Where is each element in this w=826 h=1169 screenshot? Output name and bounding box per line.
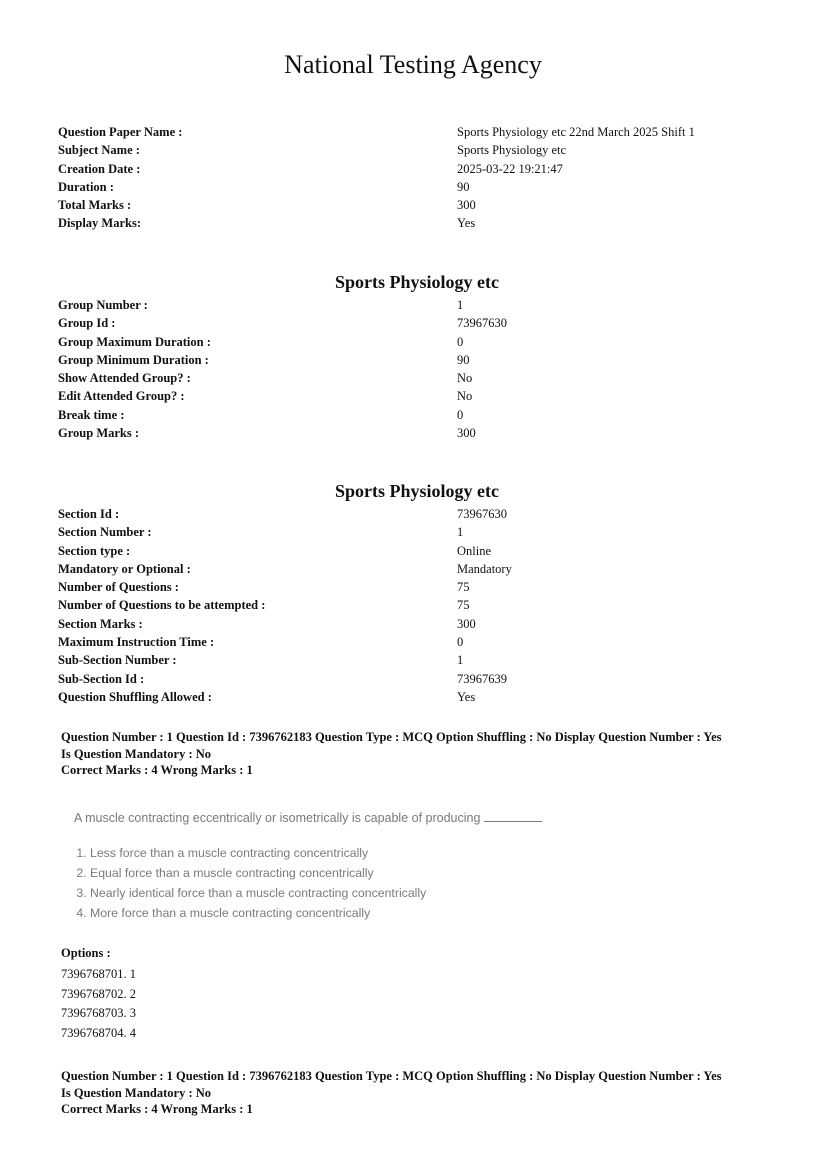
meta-value: 2025-03-22 19:21:47 [457,161,563,176]
section-label: Section Marks : [58,616,143,631]
question-marks-line: Correct Marks : 4 Wrong Marks : 1 [61,1102,253,1116]
section-value: Yes [457,689,476,704]
section-label: Number of Questions to be attempted : [58,598,266,613]
group-label: Group Number : [58,298,148,312]
question-header [61,729,781,779]
section-row [58,505,778,523]
meta-value: Sports Physiology etc 22nd March 2025 Shift 1 [457,125,695,139]
group-label: Break time : [58,407,125,422]
group-label: Group Maximum Duration : [58,334,211,349]
section-label: Sub-Section Number : [58,653,177,668]
option-item: 7396768701. 1 [61,967,136,981]
meta-label: Subject Name : [58,143,140,158]
option-item: 7396768704. 4 [61,1025,136,1040]
meta-row [58,160,778,178]
section-value: 73967639 [457,671,507,686]
group-label: Group Minimum Duration : [58,352,209,367]
section-label: Sub-Section Id : [58,671,145,686]
question-choices [74,843,634,923]
section-label: Mandatory or Optional : [58,561,191,576]
meta-value: Yes [457,216,476,231]
section-value: 75 [457,580,470,595]
meta-value: Sports Physiology etc [457,143,567,158]
group-label: Group Marks : [58,426,140,441]
section-row [58,542,778,560]
options-label: Options : [61,946,111,960]
section-row [58,578,778,596]
group-label: Show Attended Group? : [58,371,191,386]
group-label: Group Id : [58,316,116,331]
meta-row [58,214,778,232]
group-row [58,314,778,332]
group-row [58,406,778,424]
group-heading: Sports Physiology etc [335,272,499,292]
choice-item: 4. More force than a muscle contracting concentrically [90,903,634,923]
group-value: 300 [457,426,476,441]
section-row [58,633,778,651]
options-block [61,946,136,1043]
meta-value: 90 [457,179,470,194]
section-table [58,505,778,706]
group-row [58,369,778,387]
page-title: National Testing Agency [284,50,542,79]
group-value: 73967630 [457,316,507,331]
meta-row [58,178,778,196]
section-value: Online [457,543,492,558]
section-row [58,651,778,669]
meta-row [58,141,778,159]
meta-row [58,196,778,214]
option-item: 7396768702. 2 [61,986,136,1001]
question-mandatory-line: Is Question Mandatory : No [61,746,212,761]
section-value: 0 [457,635,464,650]
section-label: Number of Questions : [58,580,179,595]
section-label: Section Number : [58,525,152,540]
group-value: No [457,371,473,386]
answer-blank [484,811,542,822]
meta-label: Question Paper Name : [58,125,183,139]
paper-meta-table [58,123,778,233]
section-row [58,670,778,688]
section-value: 73967630 [457,507,507,521]
group-row [58,296,778,314]
choice-item: 1. Less force than a muscle contracting concentrically [90,843,634,863]
section-label: Maximum Instruction Time : [58,635,215,650]
section-value: 1 [457,653,464,668]
section-row [58,596,778,614]
section-value: 1 [457,525,464,540]
meta-label: Creation Date : [58,161,141,176]
section-row [58,560,778,578]
question-info-line: Question Number : 1 Question Id : 7396762183 Question Type : MCQ Option Shuffling : No Display Question Number : Yes [61,1069,722,1083]
question-header [61,1068,781,1118]
group-value: 1 [457,298,464,312]
meta-label: Total Marks : [58,198,132,213]
section-row [58,523,778,541]
meta-label: Duration : [58,179,114,194]
section-label: Section type : [58,543,131,558]
question-image [74,811,634,923]
option-item: 7396768703. 3 [61,1006,136,1020]
section-label: Question Shuffling Allowed : [58,689,212,704]
section-row [58,688,778,706]
section-value: 300 [457,616,476,631]
question-text-wrap [74,811,634,825]
section-row [58,615,778,633]
meta-label: Display Marks: [58,216,141,231]
group-label: Edit Attended Group? : [58,389,185,404]
question-info-line: Question Number : 1 Question Id : 7396762183 Question Type : MCQ Option Shuffling : No Display Question Number : Yes [61,730,722,744]
question-mandatory-line: Is Question Mandatory : No [61,1085,212,1100]
group-row [58,333,778,351]
group-value: 90 [457,352,470,367]
section-value: 75 [457,598,470,613]
choice-item: 3. Nearly identical force than a muscle contracting concentrically [90,883,634,903]
section-value: Mandatory [457,561,512,576]
group-row [58,351,778,369]
group-value: 0 [457,407,464,422]
section-label: Section Id : [58,507,120,521]
group-row [58,387,778,405]
section-heading: Sports Physiology etc [335,481,499,501]
group-table [58,296,778,442]
group-value: No [457,389,473,404]
group-value: 0 [457,334,464,349]
question-marks-line: Correct Marks : 4 Wrong Marks : 1 [61,763,253,777]
group-row [58,424,778,442]
meta-value: 300 [457,198,476,213]
meta-row [58,123,778,141]
choice-item: 2. Equal force than a muscle contracting concentrically [90,863,634,883]
question-text: A muscle contracting eccentrically or isometrically is capable of producing [74,811,484,825]
